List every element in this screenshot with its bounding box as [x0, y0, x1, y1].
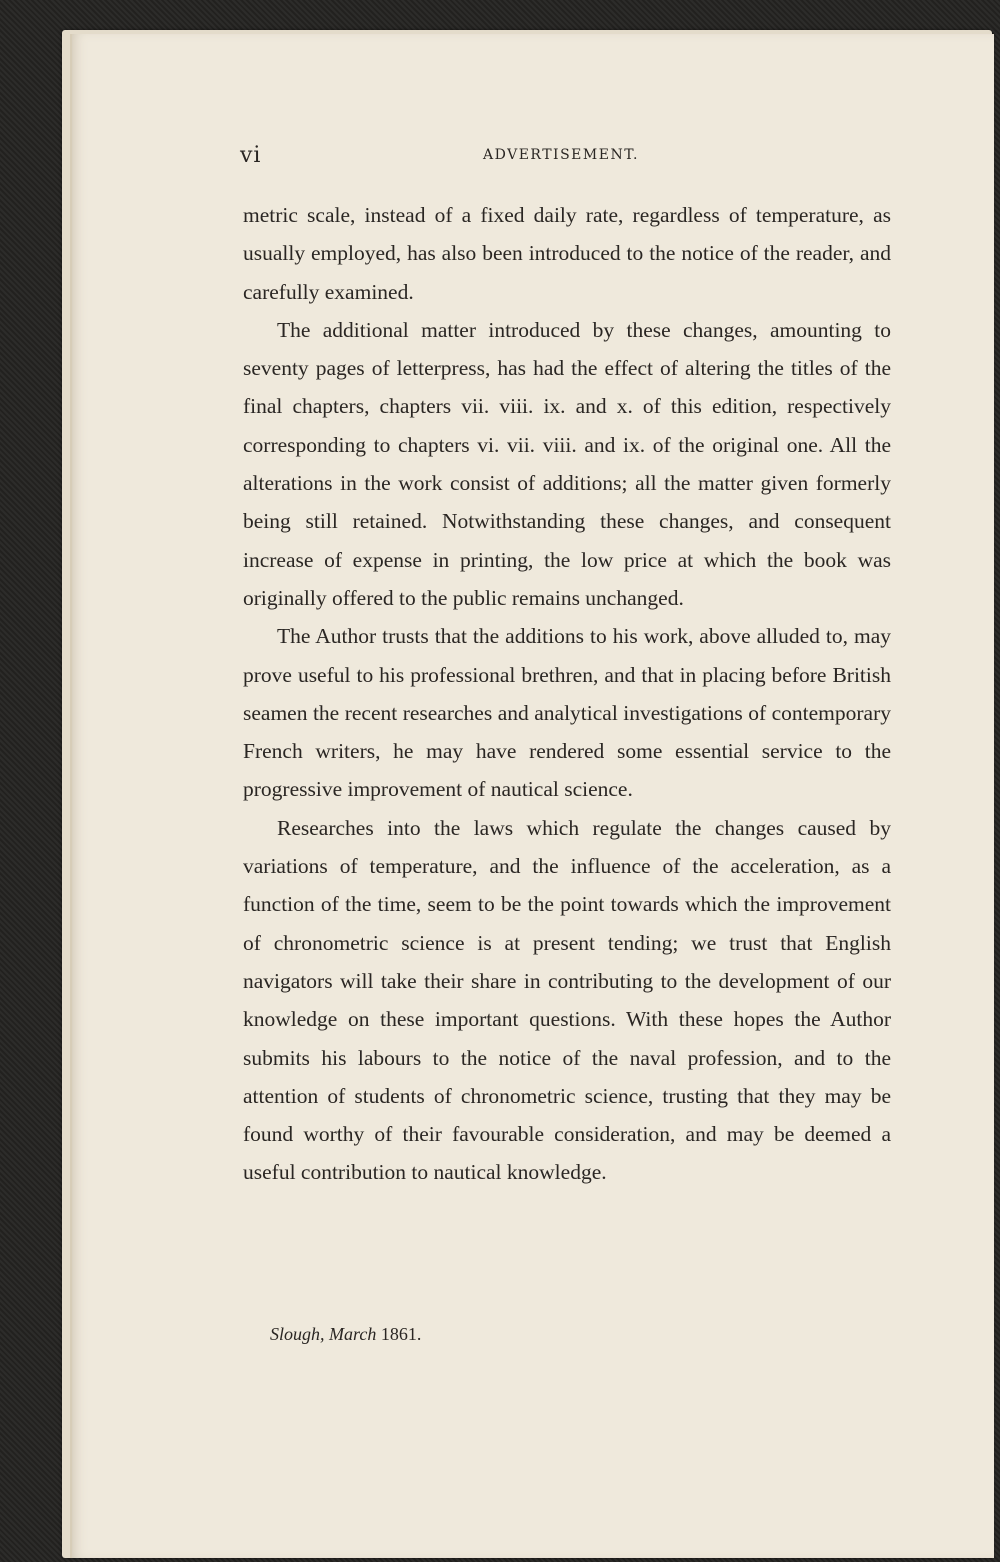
running-head: ADVERTISEMENT. — [483, 147, 639, 163]
signoff-place-date: Slough, March — [270, 1324, 377, 1344]
page-number: vi — [240, 143, 262, 168]
signoff — [270, 1324, 421, 1345]
paragraph-researches: Researches into the laws which regulate the changes caused by variations of temperature, and the influence of the acceleration, as a function of the time, seem to be the point towards which the improvement of chronometric science is at present tending; we trust that English navigators will take their share in contributing to the development of our knowledge on these important questions. With these hopes the Author submits his labours to the notice of the naval profession, and to the attention of students of chronometric science, trusting that they may be found worthy of their favourable consideration, and may be deemed a useful contribution to nautical knowledge. — [243, 815, 891, 1185]
page-header — [240, 143, 890, 173]
paragraph-author-trusts: The Author trusts that the additions to his work, above alluded to, may prove useful to his professional brethren, and that in placing before British seamen the recent researches and analytical investigations of contemporary French writers, he may have rendered some essential service to the progressive improvement of nautical science. — [243, 624, 891, 802]
paragraph-continuation: metric scale, instead of a fixed daily rate, regardless of temperature, as usually employed, has also been introduced to the notice of the reader, and carefully examined. — [243, 203, 891, 304]
paragraph-additional-matter: The additional matter introduced by these changes, amounting to seventy pages of letterpress, has had the effect of altering the titles of the final chapters, chapters vii. viii. ix. and x. of this edition, respectively corresponding to chapters vi. vii. viii. and ix. of the original one. All the alterations in the work consist of additions; all the matter given formerly being still retained. Notwithstanding these changes, and consequent increase of expense in printing, the low price at which the book was originally offered to the public remains unchanged. — [243, 317, 891, 610]
signoff-year: 1861. — [380, 1324, 422, 1344]
body-text — [243, 196, 891, 1192]
